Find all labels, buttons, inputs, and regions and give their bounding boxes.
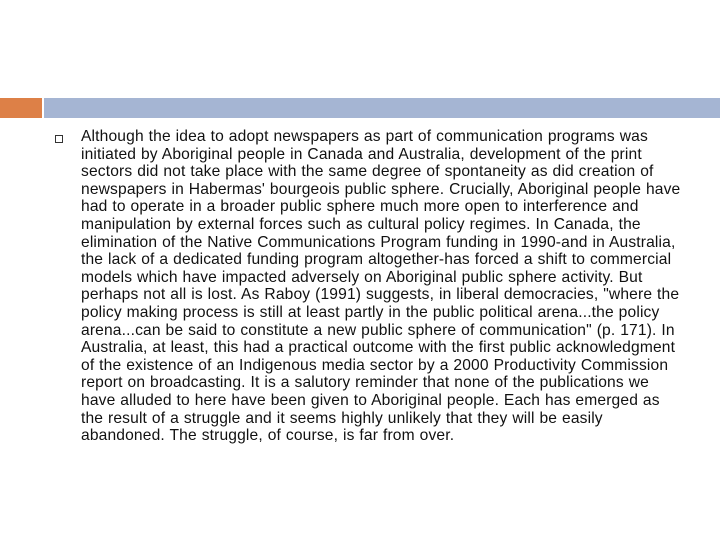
header-accent-blue: [44, 98, 720, 118]
header-accent-orange: [0, 98, 42, 118]
bullet-paragraph: Although the idea to adopt newspapers as part of communication programs was initiated by Aboriginal people in Canada and Australia, development of the print sectors did not take place with the same degree of spontaneity as did creation of newspapers in Habermas' bourgeois public sphere. Crucially, Aboriginal people have had to operate in a broader public sphere much more open to interference and manipulation by external forces such as cultural policy regimes. In Canada, the elimination of the Native Communications Program funding in 1990-and in Australia, the lack of a dedicated funding program altogether-has forced a shift to commercial models which have impacted adversely on Aboriginal public sphere activity. But perhaps not all is lost. As Raboy (1991) suggests, in liberal democracies, "where the policy making process is still at least partly in the public political arena...the policy arena...can be said to constitute a new public sphere of communication" (p. 171). In Australia, at least, this had a practical outcome with the first public acknowledgment of the existence of an Indigenous media sector by a 2000 Productivity Commission report on broadcasting. It is a salutory reminder that none of the publications we have alluded to here have been given to Aboriginal people. Each has emerged as the result of a struggle and it seems highly unlikely that they will be easily abandoned. The struggle, of course, is far from over.: [81, 128, 681, 445]
hollow-square-bullet-icon: [55, 135, 63, 143]
